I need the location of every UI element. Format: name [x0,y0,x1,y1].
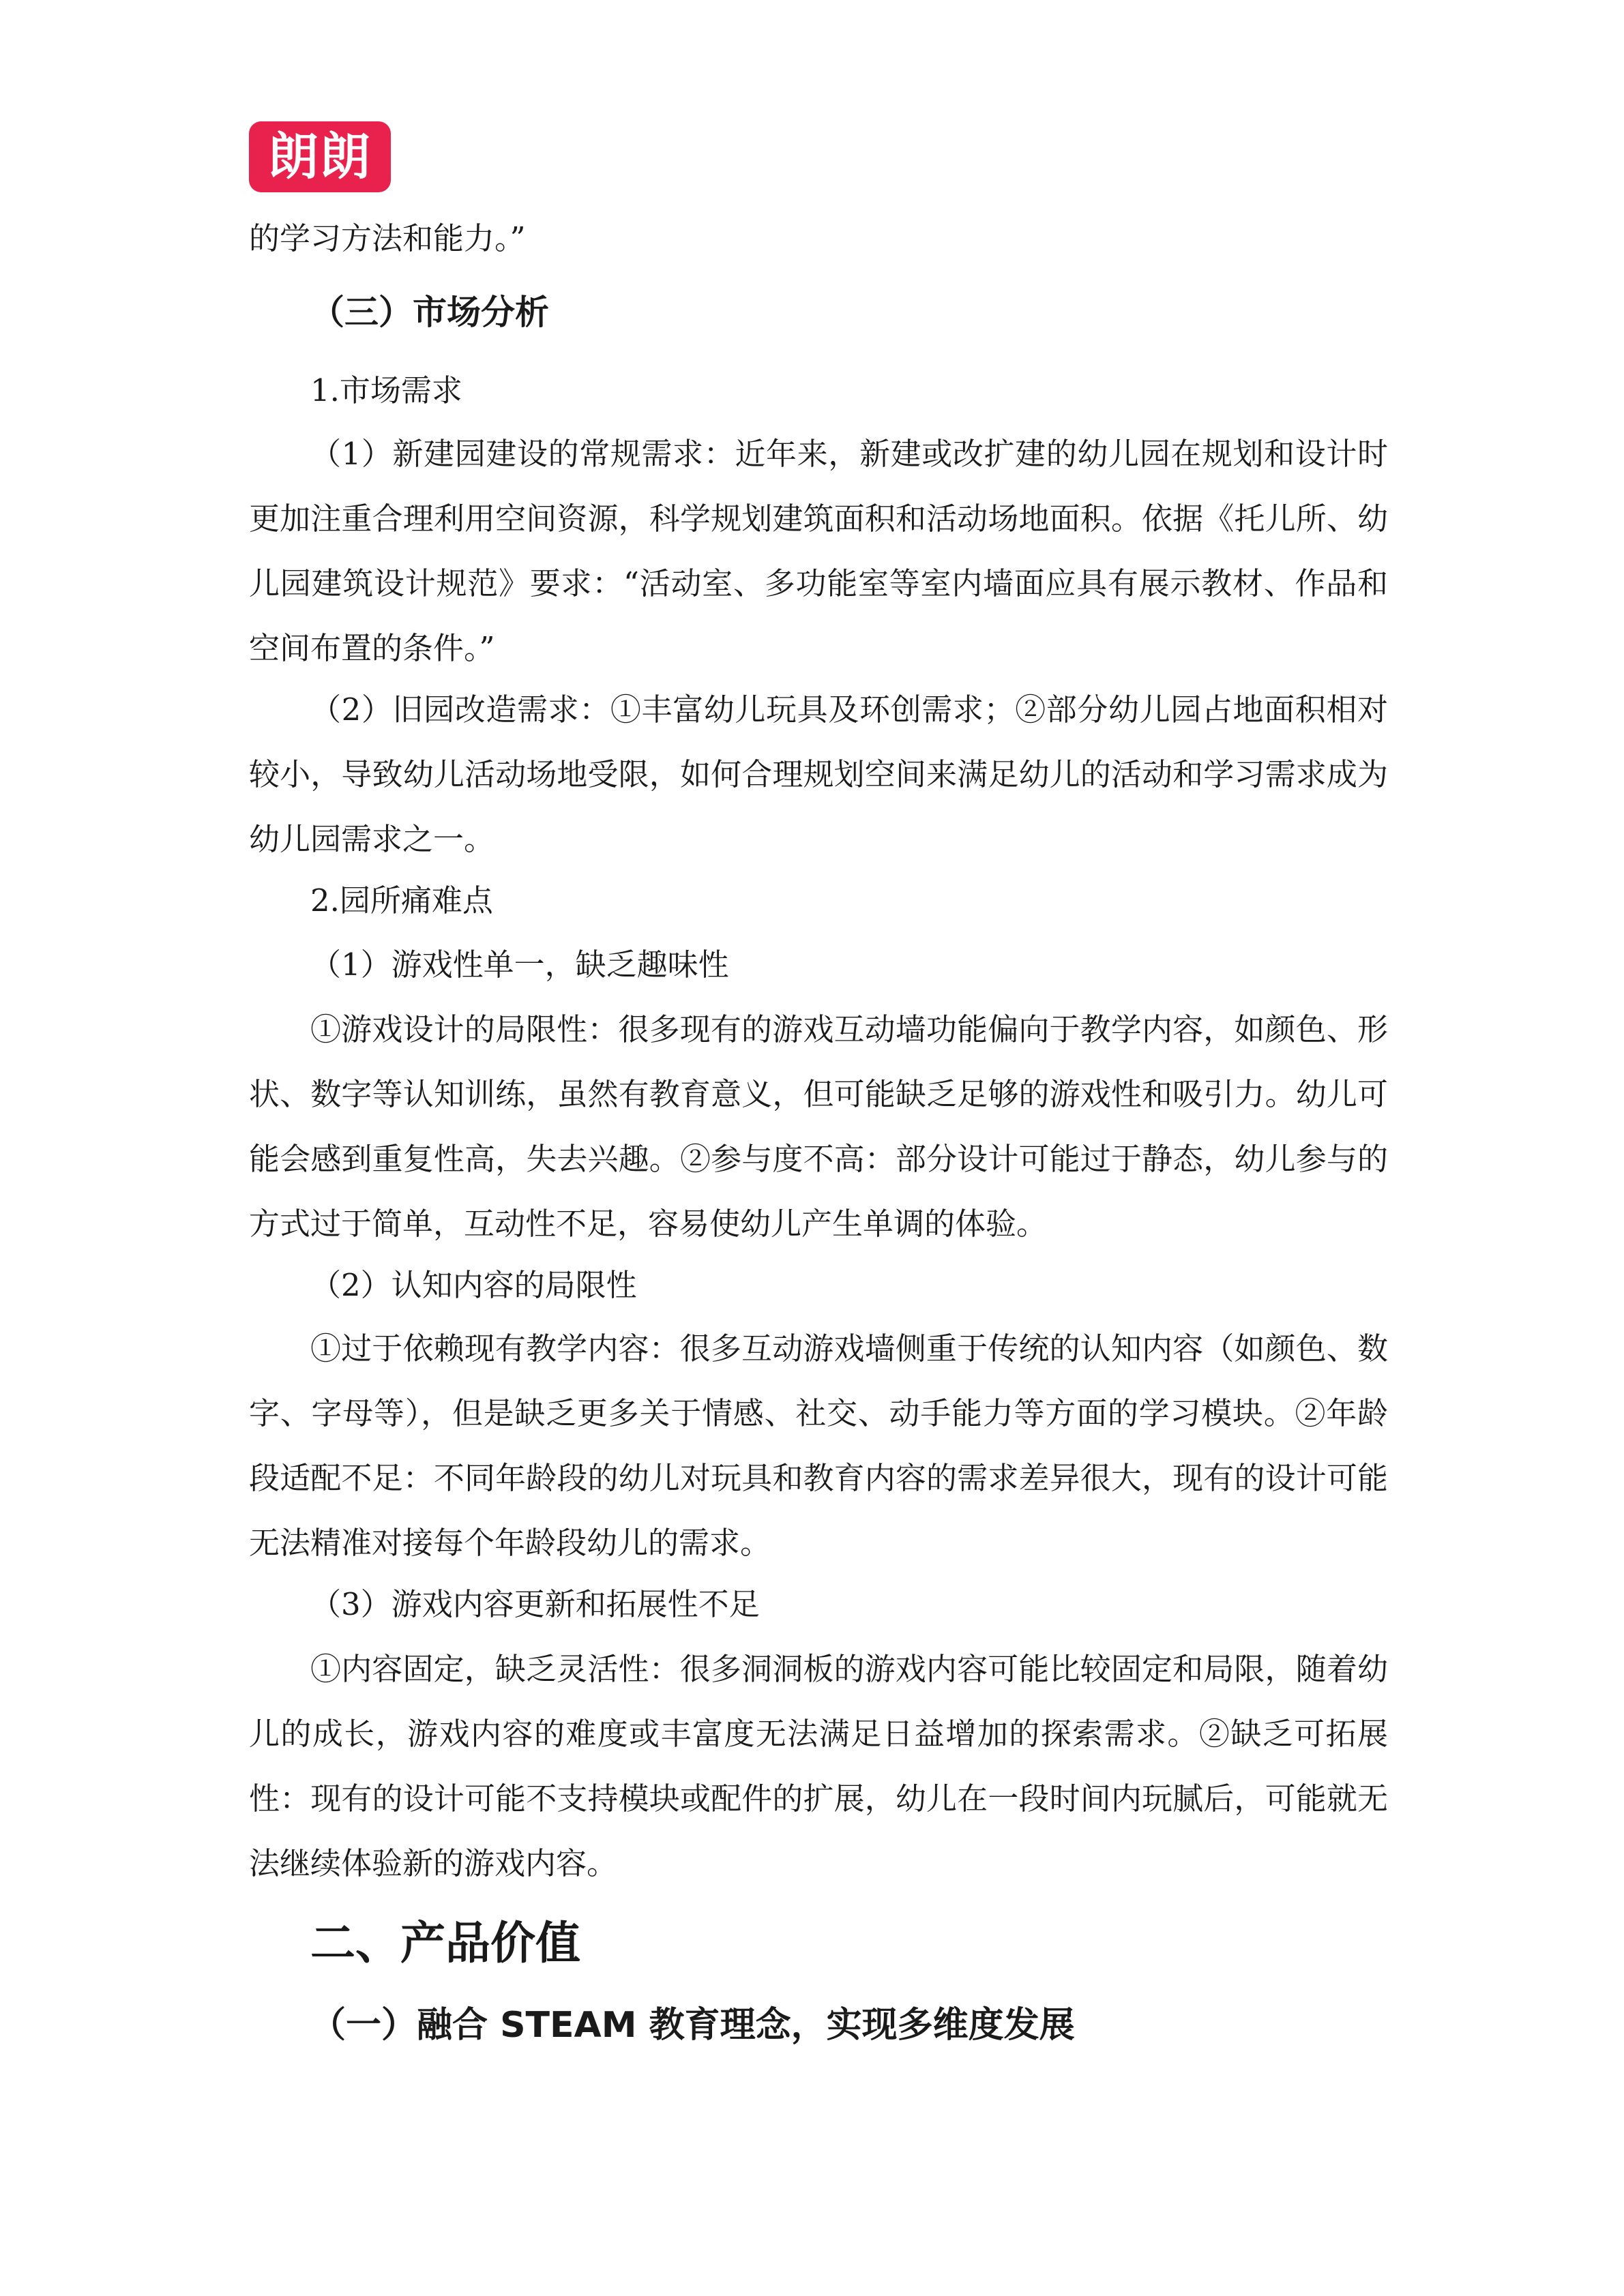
value-sub-heading: （一）融合 STEAM 教育理念，实现多维度发展 [310,2005,1075,2046]
demand-paragraph-1: （1）新建园建设的常规需求：近年来，新建或改扩建的幼儿园在规划和设计时更加注重合理利用空间资源，科学规划建筑面积和活动场地面积。依据《托儿所、幼儿园建筑设计规范》要求：“活动室、多功能室等室内墙面应具有展示教材、作品和空间布置的条件。” [249,436,1388,666]
pain-3-title: （3）游戏内容更新和拓展性不足 [310,1586,760,1622]
pain-2-body: ①过于依赖现有教学内容：很多互动游戏墙侧重于传统的认知内容（如颜色、数字、字母等），但是缺乏更多关于情感、社交、动手能力等方面的学习模块。②年龄段适配不足：不同年龄段的幼儿对玩具和教育内容的需求差异很大，现有的设计可能无法精准对接每个年龄段幼儿的需求。 [249,1330,1388,1561]
pain-points-heading: 2.园所痛难点 [310,882,493,919]
demand-paragraph-2: （2）旧园改造需求：①丰富幼儿玩具及环创需求；②部分幼儿园占地面积相对较小，导致幼儿活动场地受限，如何合理规划空间来满足幼儿的活动和学习需求成为幼儿园需求之一。 [249,691,1388,857]
section-value-heading: 二、产品价值 [310,1917,580,1969]
section-market-heading: （三）市场分析 [310,293,549,332]
pain-3-body: ①内容固定，缺乏灵活性：很多洞洞板的游戏内容可能比较固定和局限，随着幼儿的成长，游戏内容的难度或丰富度无法满足日益增加的探索需求。②缺乏可拓展性：现有的设计可能不支持模块或配件的扩展，幼儿在一段时间内玩腻后，可能就无法继续体验新的游戏内容。 [249,1651,1388,1881]
continuation-text: 的学习方法和能力。” [249,220,526,256]
brand-logo: 朗朗 [249,121,391,192]
market-demand-heading: 1.市场需求 [310,372,462,408]
pain-1-body: ①游戏设计的局限性：很多现有的游戏互动墙功能偏向于教学内容，如颜色、形状、数字等认知训练，虽然有教育意义，但可能缺乏足够的游戏性和吸引力。幼儿可能会感到重复性高，失去兴趣。②参与度不高：部分设计可能过于静态，幼儿参与的方式过于简单，互动性不足，容易使幼儿产生单调的体验。 [249,1011,1388,1242]
pain-1-title: （1）游戏性单一，缺乏趣味性 [310,946,729,983]
pain-2-title: （2）认知内容的局限性 [310,1267,637,1303]
